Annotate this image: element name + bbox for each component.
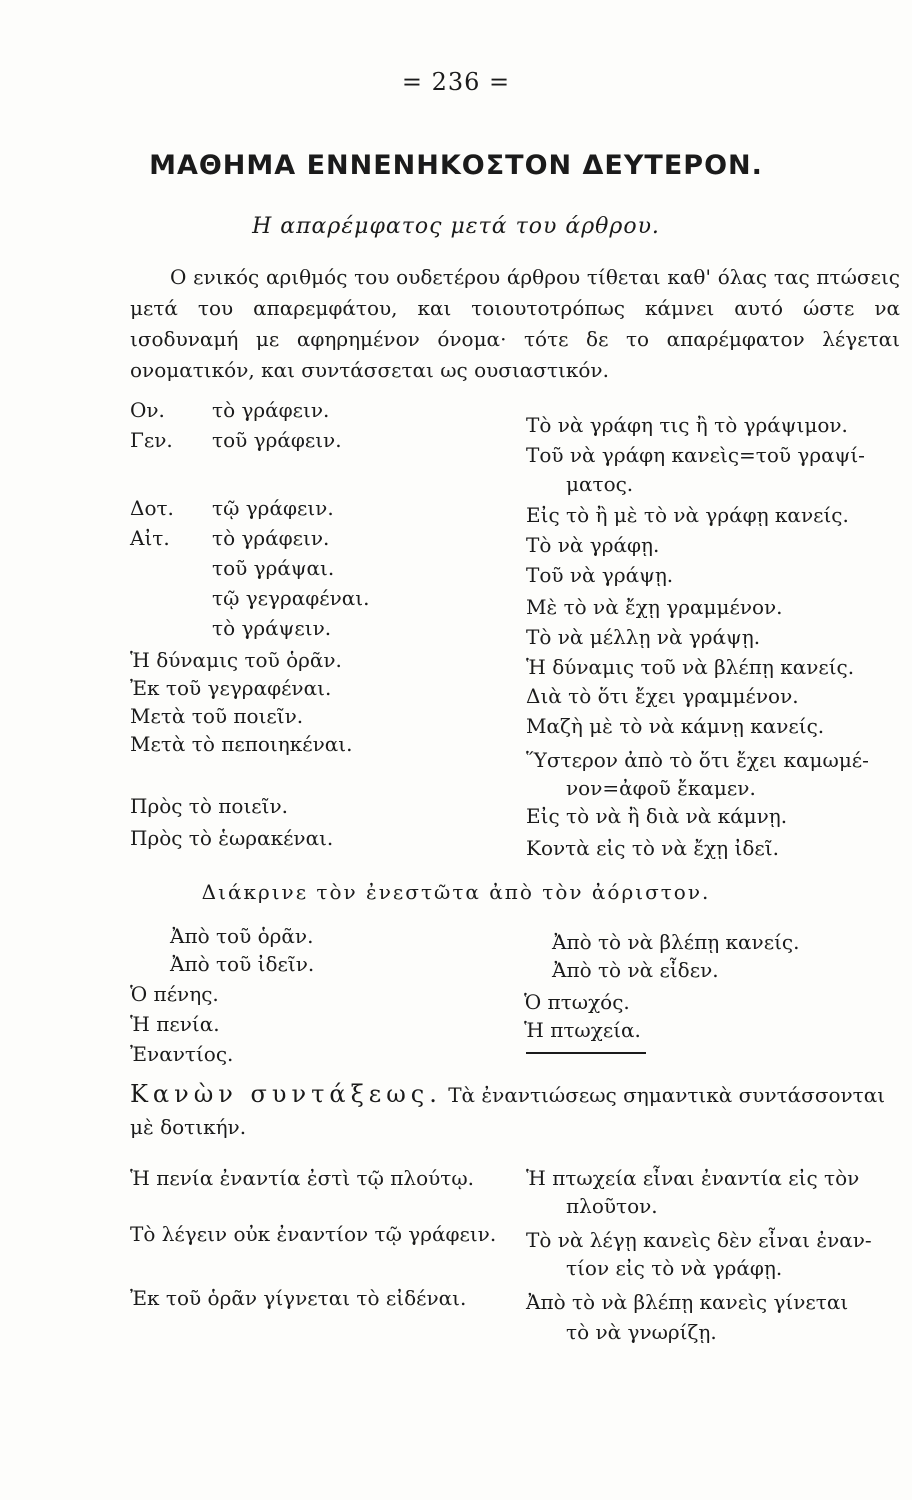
example-left-2: Μετὰ τοῦ ποιεῖν. (130, 704, 304, 728)
declension-form: τῷ γράφειν. (212, 496, 334, 520)
declension-right-0: Τὸ νὰ γράφη τις ἢ τὸ γράψιμον. (526, 413, 848, 437)
declension-form: τοῦ γράψαι. (212, 556, 335, 580)
example-right-5: Κοντὰ εἰς τὸ νὰ ἔχῃ ἰδεῖ. (526, 836, 779, 860)
declension-form: τὸ γράφειν. (212, 526, 330, 550)
rule-example-right-2-cont: τὸ νὰ γνωρίζῃ. (566, 1320, 717, 1344)
example-left-1: Ἐκ τοῦ γεγραφέναι. (130, 676, 332, 700)
distinguish-left-2: Ὁ πένης. (130, 982, 219, 1006)
declension-right-1-cont: ματος. (566, 472, 634, 496)
case-label: Ον. (130, 398, 165, 422)
rule-text: Τὰ ἐναντιώσεως σημαντικὰ συντάσσονται μὲ δοτικήν. (130, 1083, 886, 1139)
lesson-title: ΜΑΘΗΜΑ ΕΝΝΕΝΗΚΟΣΤΟΝ ΔΕΥΤΕΡΟΝ. (149, 150, 763, 181)
example-right-2: Μαζὴ μὲ τὸ νὰ κάμνῃ κανείς. (526, 714, 825, 738)
example-right-3-cont: νον=ἀφοῦ ἔκαμεν. (566, 776, 756, 800)
declension-right-3: Τὸ νὰ γράφῃ. (526, 533, 660, 557)
rule-example-right-1-cont: τίον εἰς τὸ νὰ γράφῃ. (566, 1256, 783, 1280)
declension-left-4 (130, 556, 334, 580)
page-number: = 236 = (401, 68, 511, 96)
declension-right-2: Εἰς τὸ ἢ μὲ τὸ νὰ γράφῃ κανείς. (526, 503, 849, 527)
declension-right-6: Τὸ νὰ μέλλῃ νὰ γράψῃ. (526, 625, 761, 649)
declension-right-1: Τοῦ νὰ γράφη κανεὶς=τοῦ γραψί- (526, 443, 865, 467)
example-left-3: Μετὰ τὸ πεποιηκέναι. (130, 732, 353, 756)
blank-dash (526, 1052, 646, 1054)
rule-example-left-2: Ἐκ τοῦ ὁρᾶν γίγνεται τὸ εἰδέναι. (130, 1286, 467, 1310)
distinguish-right-3: Ἡ πτωχεία. (524, 1018, 641, 1042)
example-right-1: Διὰ τὸ ὅτι ἔχει γραμμένον. (526, 684, 799, 708)
example-right-4: Εἰς τὸ νὰ ἢ διὰ νὰ κάμνῃ. (526, 804, 788, 828)
declension-left-0 (130, 398, 329, 422)
rule-heading: Κανὼν συντάξεως. (130, 1080, 442, 1108)
example-right-3: Ὕστερον ἀπὸ τὸ ὅτι ἔχει καμωμέ- (526, 748, 869, 772)
example-left-5: Πρὸς τὸ ἑωρακέναι. (130, 826, 334, 850)
declension-left-6 (130, 616, 331, 640)
distinguish-right-0: Ἀπὸ τὸ νὰ βλέπῃ κανείς. (552, 930, 800, 954)
case-label: Δοτ. (130, 496, 174, 520)
declension-form: τῷ γεγραφέναι. (212, 586, 370, 610)
rule-example-right-0-cont: πλοῦτον. (566, 1194, 658, 1218)
declension-left-5 (130, 586, 370, 610)
rule-example-right-0: Ἡ πτωχεία εἶναι ἐναντία εἰς τὸν (526, 1166, 860, 1190)
rule-example-left-1: Τὸ λέγειν οὐκ ἐναντίον τῷ γράφειν. (130, 1222, 497, 1246)
declension-right-4: Τοῦ νὰ γράψῃ. (526, 563, 674, 587)
case-label: Αἰτ. (130, 526, 170, 550)
distinguish-right-1: Ἀπὸ τὸ νὰ εἶδεν. (552, 958, 719, 982)
distinguish-left-1: Ἀπὸ τοῦ ἰδεῖν. (170, 952, 315, 976)
example-left-4: Πρὸς τὸ ποιεῖν. (130, 794, 289, 818)
declension-form: τοῦ γράφειν. (212, 428, 342, 452)
distinguish-right-2: Ὁ πτωχός. (524, 990, 630, 1014)
declension-left-3 (130, 526, 329, 550)
declension-form: τὸ γράφειν. (212, 398, 330, 422)
declension-left-2 (130, 496, 334, 520)
distinguish-left-3: Ἡ πενία. (130, 1012, 220, 1036)
declension-left-1 (130, 428, 342, 452)
declension-form: τὸ γράψειν. (212, 616, 332, 640)
rule-example-right-1: Τὸ νὰ λέγῃ κανεὶς δὲν εἶναι ἐναν- (526, 1228, 872, 1252)
distinguish-heading: Διάκρινε τὸν ἐνεστῶτα ἀπὸ τὸν ἀόριστον. (201, 880, 711, 904)
example-left-0: Ἡ δύναμις τοῦ ὁρᾶν. (130, 648, 342, 672)
distinguish-left-0: Ἀπὸ τοῦ ὁρᾶν. (170, 924, 314, 948)
declension-right-5: Μὲ τὸ νὰ ἔχῃ γραμμένον. (526, 595, 783, 619)
intro-paragraph: Ο ενικός αριθμός του ουδετέρου άρθρου τίθεται καθ' όλας τας πτώσεις μετά του απαρεμφάτου, και τοιουτοτρόπως κάμνει αυτό ώστε να ισοδυναμή με αφηρημένον όνομα· τότε δε το απαρέμφατον λέγεται ονοματικόν, και συντάσσεται ως ουσιαστικόν. (130, 265, 900, 382)
rule-example-right-2: Ἀπὸ τὸ νὰ βλέπῃ κανεὶς γίνεται (526, 1290, 849, 1314)
example-right-0: Ἡ δύναμις τοῦ νὰ βλέπῃ κανείς. (526, 655, 855, 679)
distinguish-left-4: Ἐναντίος. (130, 1042, 234, 1066)
case-label: Γεν. (130, 428, 173, 452)
syntax-rule (130, 1078, 900, 1143)
lesson-subtitle: Η απαρέμφατος μετά του άρθρου. (252, 214, 660, 239)
rule-example-left-0: Ἡ πενία ἐναντία ἐστὶ τῷ πλούτῳ. (130, 1166, 475, 1190)
